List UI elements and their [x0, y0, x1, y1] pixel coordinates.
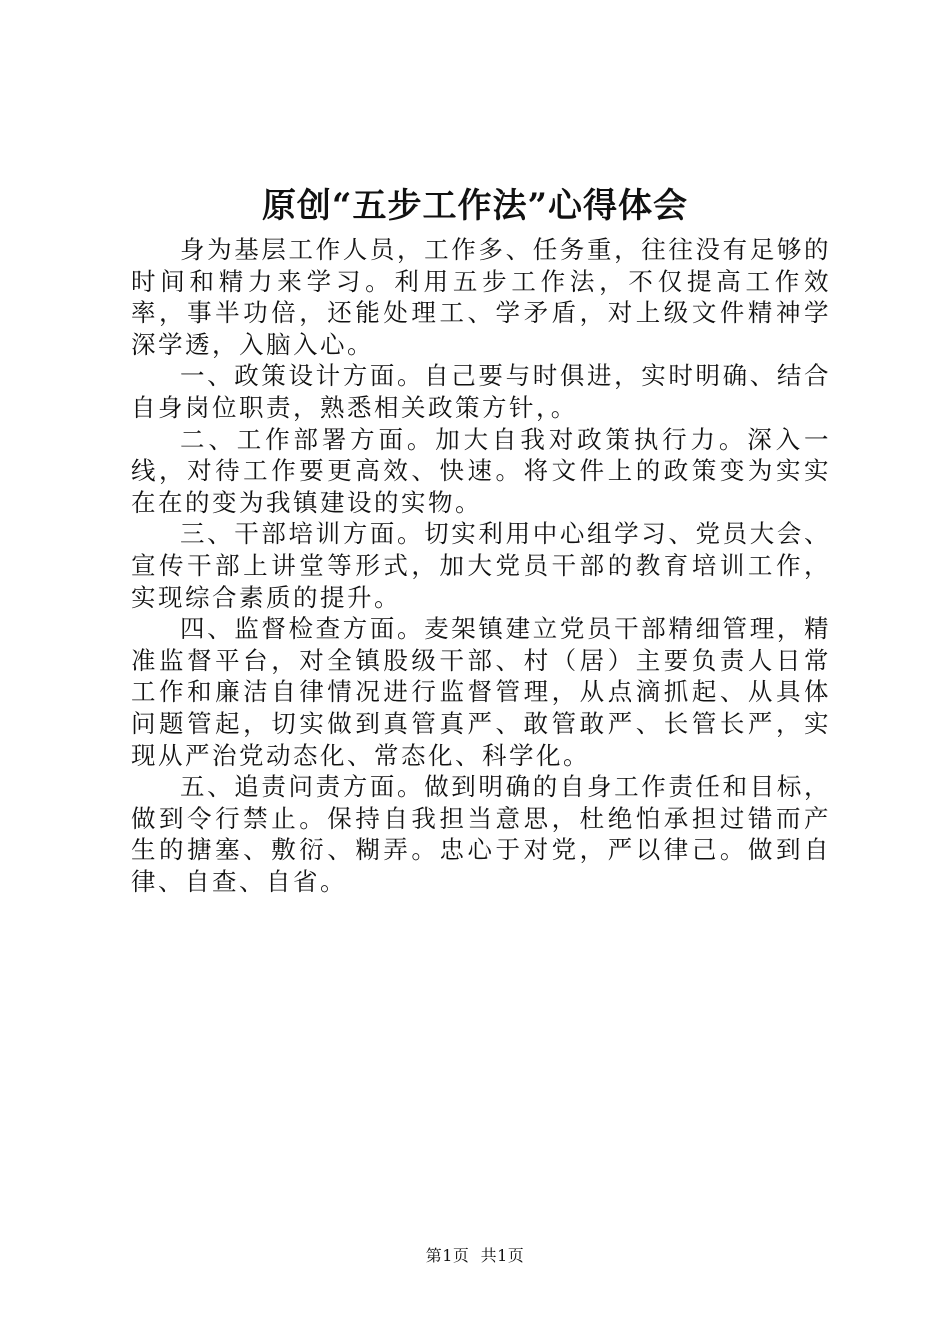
paragraph-work-deployment: 二、工作部署方面。加大自我对政策执行力。深入一线，对待工作要更高效、快速。将文件上的政策变为实实在在的变为我镇建设的实物。 [131, 424, 831, 517]
paragraph-intro: 身为基层工作人员，工作多、任务重，往往没有足够的时间和精力来学习。利用五步工作法，不仅提高工作效率，事半功倍，还能处理工、学矛盾，对上级文件精神学深学透，入脑入心。 [131, 235, 831, 359]
document-body [131, 234, 831, 897]
document-title: 原创“五步工作法”心得体会 [261, 186, 689, 226]
page-number-footer: 第1页 共1页 [425, 1246, 525, 1265]
paragraph-accountability: 五、追责问责方面。做到明确的自身工作责任和目标，做到令行禁止。保持自我担当意思，杜绝怕承担过错而产生的搪塞、敷衍、糊弄。忠心于对党，严以律己。做到自律、自查、自省。 [131, 772, 831, 896]
paragraph-supervision: 四、监督检查方面。麦架镇建立党员干部精细管理，精准监督平台，对全镇股级干部、村（居）主要负责人日常工作和廉洁自律情况进行监督管理，从点滴抓起、从具体问题管起，切实做到真管真严、敢管敢严、长管长严，实现从严治党动态化、常态化、科学化。 [131, 614, 831, 770]
paragraph-policy-design: 一、政策设计方面。自己要与时俱进，实时明确、结合自身岗位职责，熟悉相关政策方针，。 [131, 361, 831, 422]
paragraph-cadre-training: 三、干部培训方面。切实利用中心组学习、党员大会、宣传干部上讲堂等形式，加大党员干部的教育培训工作，实现综合素质的提升。 [131, 519, 831, 612]
